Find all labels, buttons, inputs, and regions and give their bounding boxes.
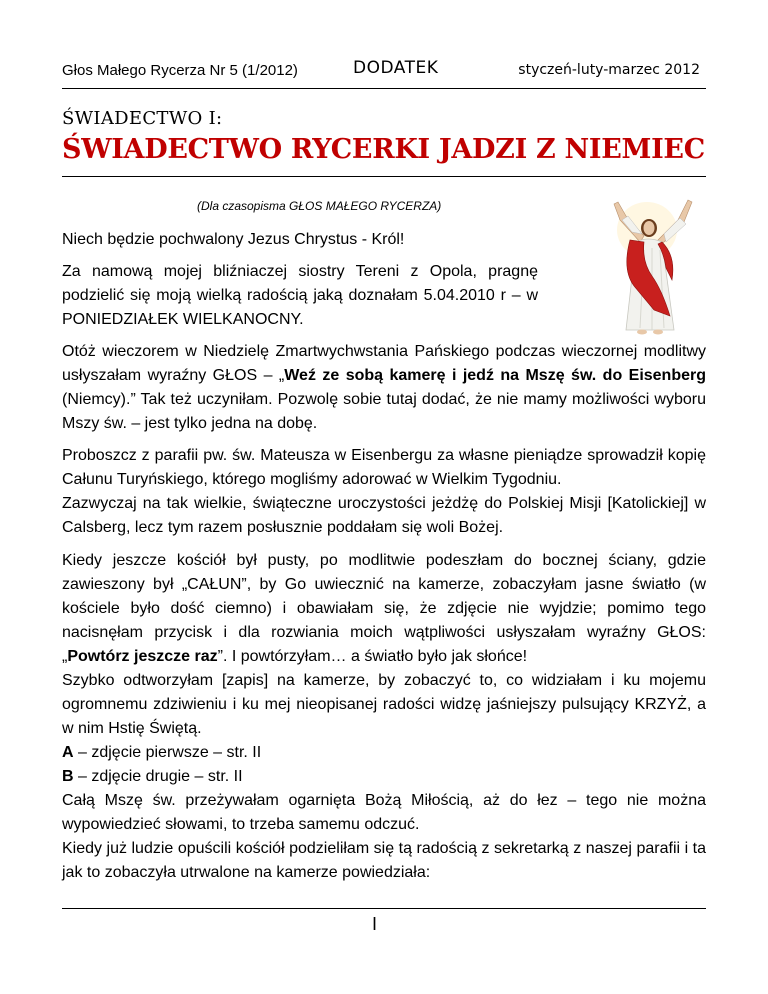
emphasis-quote: Weź ze sobą kamerę i jedź na Mszę św. do Eisenberg bbox=[284, 367, 707, 384]
paragraph-greeting: Niech będzie pochwalony Jezus Chrystus - Król! bbox=[62, 231, 405, 248]
title-divider bbox=[62, 176, 706, 177]
text-span: Szybko odtworzyłam [zapis] na kamerze, by zobaczyć to, co widziałam i ku mojemu ogromnemu zdziwieniu i ku mej nieopisanej radości widzę jaśniejszy pulsujący KRZYŻ, a w nim Hstię Świętą. bbox=[62, 672, 706, 737]
text-span: Kiedy już ludzie opuścili kościół podzieliłam się tą radością z sekretarką z naszej parafii i ta jak to zobaczyła utrwalone na kamerze powiedziała: bbox=[62, 840, 706, 881]
paragraph-voice bbox=[62, 340, 706, 436]
photo-caption-b: – zdjęcie drugie – str. II bbox=[73, 768, 243, 785]
page-header bbox=[62, 58, 706, 89]
risen-christ-image bbox=[592, 190, 712, 340]
footer-divider bbox=[62, 908, 706, 909]
page-number: I bbox=[372, 914, 378, 934]
header-publication: Głos Małego Rycerza Nr 5 (1/2012) bbox=[62, 62, 298, 79]
text-span: Zazwyczaj na tak wielkie, świąteczne uroczystości jeżdżę do Polskiej Misji [Katolickiej] w Calsberg, lecz tym razem posłusznie poddałam się woli Bożej. bbox=[62, 495, 706, 536]
article-subtitle: ŚWIADECTWO I: bbox=[62, 108, 223, 129]
photo-label-b: B bbox=[62, 768, 74, 785]
document-page bbox=[62, 0, 706, 994]
paragraph-parish bbox=[62, 444, 706, 540]
header-section: DODATEK bbox=[353, 58, 439, 78]
paragraph-intro: Za namową mojej bliźniaczej siostry Tereni z Opola, pragnę podzielić się moją wielką radością jaką doznałam 5.04.2010 r – w PONIEDZIAŁEK WIELKANOCNY. bbox=[62, 263, 538, 328]
article-title: ŚWIADECTWO RYCERKI JADZI Z NIEMIEC bbox=[62, 134, 705, 165]
text-span: Proboszcz z parafii pw. św. Mateusza w Eisenbergu za własne pieniądze sprowadził kopię Całunu Turyńskiego, którego mogliśmy adorować w Wielkim Tygodniu. bbox=[62, 447, 706, 488]
emphasis-quote: Powtórz jeszcze raz bbox=[67, 648, 218, 665]
text-span: Otóż wieczorem w Niedzielę Zmartwychwstania Pańskiego podczas wieczornej modlitwy usłyszałam wyraźny GŁOS – „ bbox=[62, 343, 706, 384]
paragraph-testimony bbox=[62, 549, 706, 885]
photo-caption-a: – zdjęcie pierwsze – str. II bbox=[73, 744, 262, 761]
text-span: Kiedy jeszcze kościół był pusty, po modlitwie podeszłam do bocznej ściany, gdzie zawieszony był „CAŁUN”, by Go uwiecznić na kamerze, zobaczyłam jasne światło (w kościele było dość ciemno) i obawiałam się, że zdjęcie nie wyjdzie; pomimo tego nacisnęłam przycisk i dla rozwiania moich wątpliwości usłyszałam wyraźny GŁOS: „ bbox=[62, 552, 706, 665]
text-span: ”. I powtórzyłam… a światło było jak słońce! bbox=[217, 648, 528, 665]
photo-label-a: A bbox=[62, 744, 74, 761]
header-date: styczeń-luty-marzec 2012 bbox=[518, 62, 700, 78]
text-span: Całą Mszę św. przeżywałam ogarnięta Bożą Miłością, aż do łez – tego nie można wypowiedzieć słowami, to trzeba samemu odczuć. bbox=[62, 792, 706, 833]
article-source-note: (Dla czasopisma GŁOS MAŁEGO RYCERZA) bbox=[197, 199, 442, 213]
text-span: (Niemcy).” Tak też uczyniłam. Pozwolę sobie tutaj dodać, że nie mamy możliwości wyboru Mszy św. – jest tylko jedna na dobę. bbox=[62, 391, 706, 432]
